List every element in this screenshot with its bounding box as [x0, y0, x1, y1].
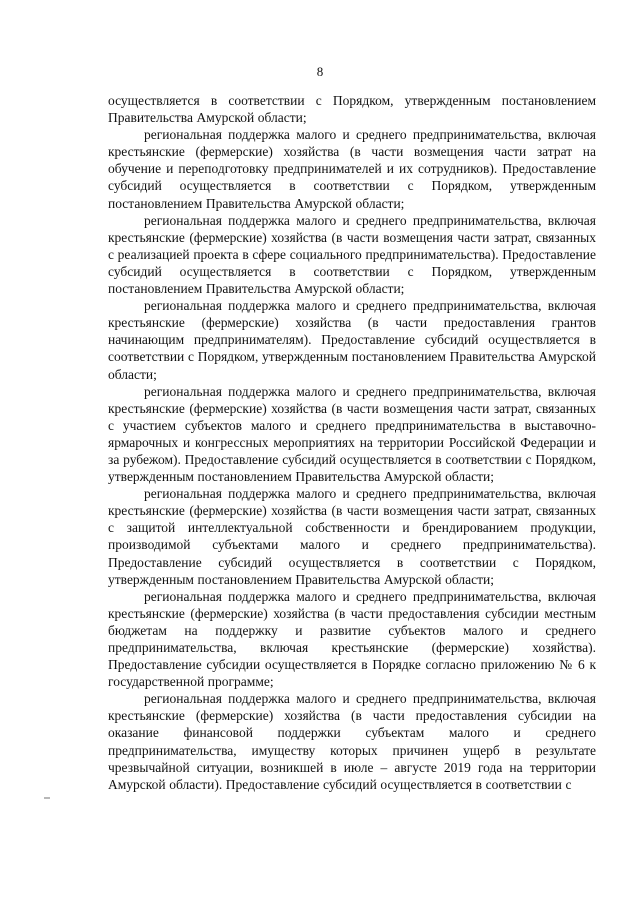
paragraph: региональная поддержка малого и среднего предпринимательства, включая крестьянские (фермерские) хозяйства (в части возмещения части затрат, связанных с реализацией проекта в сфере социального предпринимательства). Предоставление субсидий осуществляется в соответствии с Порядком, утвержденным постановлением Правительства Амурской области; [108, 212, 596, 297]
paragraph: региональная поддержка малого и среднего предпринимательства, включая крестьянские (фермерские) хозяйства (в части предоставления субсидии местным бюджетам на поддержку и развитие субъектов малого и среднего предпринимательства, включая крестьянские (фермерские) хозяйства). Предоставление субсидии осуществляется в Порядке согласно приложению № 6 к государственной программе; [108, 588, 596, 690]
paragraph: региональная поддержка малого и среднего предпринимательства, включая крестьянские (фермерские) хозяйства (в части возмещения части затрат, связанных с защитой интеллектуальной собственности и брендированием продукции, производимой субъектами малого и среднего предпринимательства). Предоставление субсидий осуществляется в соответствии с Порядком, утвержденным постановлением Правительства Амурской области; [108, 486, 596, 587]
paragraph-continuation: осуществляется в соответствии с Порядком, утвержденным постановлением Правительства Амурской области; [108, 93, 596, 126]
paragraph: региональная поддержка малого и среднего предпринимательства, включая крестьянские (фермерские) хозяйства (в части предоставления субсидии на оказание финансовой поддержки субъектам малого и среднего предпринимательства, имуществу которых причинен ущерб в результате чрезвычайной ситуации, возникшей в июле – августе 2019 года на территории Амурской области). Предоставление субсидий осуществляется в соответствии с [108, 691, 596, 792]
page-number: 8 [316, 64, 324, 79]
paragraph: региональная поддержка малого и среднего предпринимательства, включая крестьянские (фермерские) хозяйства (в части предоставления грантов начинающим предпринимателям). Предоставление субсидий осуществляется в соответствии с Порядком, утвержденным постановлением Правительства Амурской области; [108, 298, 596, 382]
scan-mark [44, 797, 50, 799]
document-body [108, 92, 596, 793]
paragraph: региональная поддержка малого и среднего предпринимательства, включая крестьянские (фермерские) хозяйства (в части возмещения части затрат, связанных с участием субъектов малого и среднего предпринимательства в выставочно-ярмарочных и конгрессных мероприятиях на территории Российской Федерации и за рубежом). Предоставление субсидий осуществляется в соответствии с Порядком, утвержденным постановлением Правительства Амурской области; [108, 383, 596, 485]
paragraph: региональная поддержка малого и среднего предпринимательства, включая крестьянские (фермерские) хозяйства (в части возмещения части затрат на обучение и переподготовку предпринимателей и их сотрудников). Предоставление субсидий осуществляется в соответствии с Порядком, утвержденным постановлением Правительства Амурской области; [108, 127, 596, 211]
